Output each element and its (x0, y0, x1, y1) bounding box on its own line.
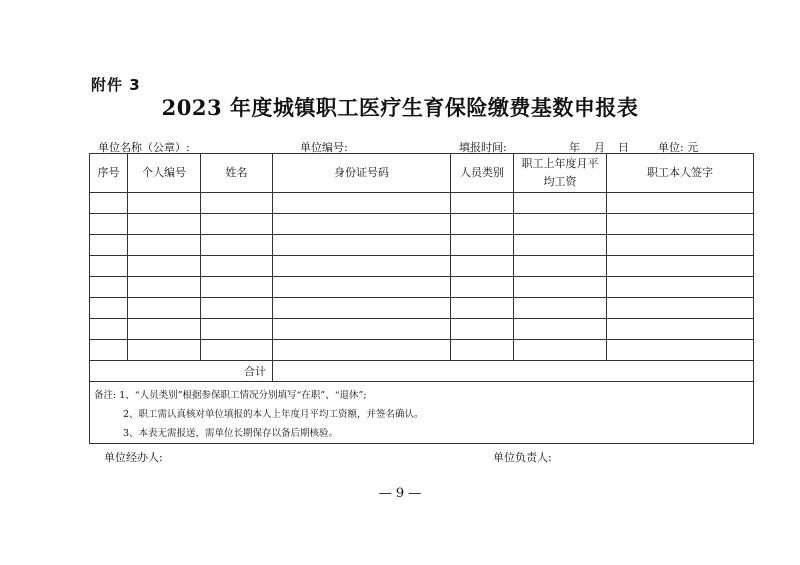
table-cell[interactable] (90, 340, 128, 361)
day-label: 日 (618, 141, 629, 154)
table-cell[interactable] (607, 277, 754, 298)
table-cell[interactable] (128, 298, 201, 319)
table-cell[interactable] (273, 319, 451, 340)
header-avg-wage: 职工上年度月平 均工资 (514, 154, 607, 193)
table-cell[interactable] (201, 298, 273, 319)
table-cell[interactable] (201, 256, 273, 277)
table-cell[interactable] (607, 256, 754, 277)
table-cell[interactable] (273, 277, 451, 298)
table-cell[interactable] (451, 193, 514, 214)
table-cell[interactable] (451, 214, 514, 235)
table-cell[interactable] (201, 235, 273, 256)
unit-head-label: 单位负责人: (493, 451, 552, 464)
table-cell[interactable] (514, 298, 607, 319)
table-cell[interactable] (451, 340, 514, 361)
total-label: 合计 (90, 361, 273, 382)
table-cell[interactable] (201, 193, 273, 214)
table-cell[interactable] (201, 214, 273, 235)
unit-name-label: 单位名称（公章）: (98, 141, 190, 154)
table-cell[interactable] (128, 277, 201, 298)
table-row (90, 298, 754, 319)
table-row (90, 235, 754, 256)
table-cell[interactable] (514, 277, 607, 298)
table-cell[interactable] (128, 256, 201, 277)
table-cell[interactable] (273, 340, 451, 361)
table-cell[interactable] (273, 298, 451, 319)
table-cell[interactable] (451, 256, 514, 277)
operator-label: 单位经办人: (104, 451, 163, 464)
year-label: 年 (569, 141, 580, 154)
header-personal-id: 个人编号 (128, 154, 201, 193)
table-row (90, 319, 754, 340)
table-cell[interactable] (607, 319, 754, 340)
notes-cell (90, 382, 754, 444)
table-cell[interactable] (273, 214, 451, 235)
table-cell[interactable] (514, 214, 607, 235)
header-category: 人员类别 (451, 154, 514, 193)
table-cell[interactable] (90, 193, 128, 214)
table-cell[interactable] (273, 193, 451, 214)
header-name: 姓名 (201, 154, 273, 193)
header-seq: 序号 (90, 154, 128, 193)
header-signature: 职工本人签字 (607, 154, 754, 193)
table-row (90, 256, 754, 277)
table-cell[interactable] (514, 235, 607, 256)
table-cell[interactable] (128, 193, 201, 214)
form-title: 2023 年度城镇职工医疗生育保险缴费基数申报表 (161, 95, 639, 120)
table-cell[interactable] (607, 214, 754, 235)
header-id-number: 身份证号码 (273, 154, 451, 193)
note-2: 2、职工需认真核对单位填报的本人上年度月平均工资额，并签名确认。 (123, 409, 424, 420)
table-cell[interactable] (128, 319, 201, 340)
unit-code-label: 单位编号: (300, 141, 348, 154)
table-cell[interactable] (451, 277, 514, 298)
fill-time-label: 填报时间: (459, 141, 507, 154)
table-cell[interactable] (273, 256, 451, 277)
total-row (90, 361, 754, 382)
table-cell[interactable] (90, 235, 128, 256)
table-cell[interactable] (607, 340, 754, 361)
note-3: 3、本表无需报送，需单位长期保存以备后期核验。 (123, 428, 339, 439)
table-cell[interactable] (607, 298, 754, 319)
table-row (90, 340, 754, 361)
table-cell[interactable] (451, 298, 514, 319)
table-cell[interactable] (128, 235, 201, 256)
table-cell[interactable] (451, 235, 514, 256)
table-cell[interactable] (128, 340, 201, 361)
table-cell[interactable] (273, 235, 451, 256)
table-cell[interactable] (451, 319, 514, 340)
table-header-row (90, 154, 754, 193)
table-cell[interactable] (514, 319, 607, 340)
table-cell[interactable] (514, 193, 607, 214)
note-1: 备注: 1、“人员类别”根据参保职工情况分别填写“在职”、“退休”; (94, 390, 367, 401)
page-number: — 9 — (378, 486, 422, 501)
table-cell[interactable] (201, 277, 273, 298)
table-cell[interactable] (201, 340, 273, 361)
table-cell[interactable] (90, 298, 128, 319)
table-cell[interactable] (90, 319, 128, 340)
table-cell[interactable] (90, 256, 128, 277)
table-cell[interactable] (514, 340, 607, 361)
total-value-cell[interactable] (273, 361, 754, 382)
table-row (90, 277, 754, 298)
table-row (90, 193, 754, 214)
attachment-label: 附件 3 (91, 76, 141, 94)
month-label: 月 (594, 141, 605, 154)
table-cell[interactable] (90, 214, 128, 235)
table-cell[interactable] (514, 256, 607, 277)
currency-label: 单位: 元 (658, 141, 699, 154)
table-cell[interactable] (607, 235, 754, 256)
notes-row (90, 382, 754, 444)
table-cell[interactable] (201, 319, 273, 340)
table-cell[interactable] (90, 277, 128, 298)
table-row (90, 214, 754, 235)
table-cell[interactable] (128, 214, 201, 235)
declaration-table (89, 153, 754, 444)
table-cell[interactable] (607, 193, 754, 214)
